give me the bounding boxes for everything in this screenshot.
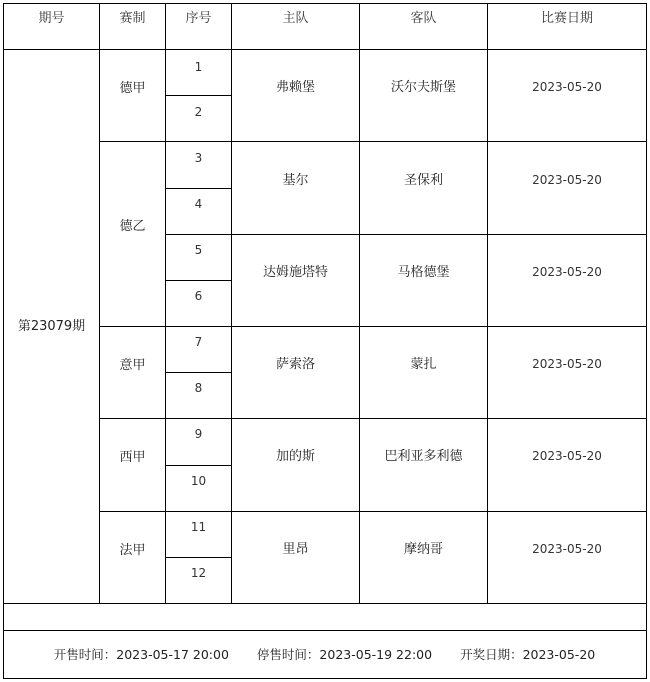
header-date: 比赛日期 <box>540 10 593 26</box>
header-league: 赛制 <box>119 10 146 26</box>
home-team: 基尔 <box>282 172 309 188</box>
issue-value: 第23079期 <box>17 319 86 334</box>
away-team: 沃尔夫斯堡 <box>390 79 456 95</box>
draw-date-info <box>460 645 595 663</box>
match-date: 2023-05-20 <box>532 265 602 279</box>
seq-number: 7 <box>194 335 203 349</box>
seq-divider-5 <box>165 465 232 466</box>
seq-number: 12 <box>190 566 207 580</box>
sale-stop-label: 停售时间： <box>256 647 320 662</box>
draw-date-value: 2023-05-20 <box>522 647 596 662</box>
header-home: 主队 <box>282 10 309 26</box>
away-team: 马格德堡 <box>397 264 450 280</box>
group-divider-2 <box>165 234 647 235</box>
away-team: 摩纳哥 <box>403 541 443 557</box>
seq-divider-3 <box>165 280 232 281</box>
header-seq: 序号 <box>185 10 212 26</box>
seq-number: 4 <box>194 197 203 211</box>
seq-divider-6 <box>165 557 232 558</box>
seq-divider-4 <box>165 372 232 373</box>
away-team: 圣保利 <box>403 172 443 188</box>
blank-row <box>4 604 646 630</box>
seq-number: 8 <box>194 381 203 395</box>
group-divider-3 <box>99 326 647 327</box>
league-cell: 德乙 <box>119 218 146 234</box>
seq-number: 5 <box>194 243 203 257</box>
seq-divider-2 <box>165 188 232 189</box>
sale-start-info <box>54 645 229 663</box>
seq-number: 1 <box>194 60 203 74</box>
header-away: 客队 <box>410 10 437 26</box>
seq-number: 10 <box>190 474 207 488</box>
seq-number: 2 <box>194 105 203 119</box>
league-cell: 法甲 <box>119 542 146 558</box>
seq-number: 9 <box>194 427 203 441</box>
away-team: 巴利亚多利德 <box>384 448 463 464</box>
header-issue: 期号 <box>38 10 65 26</box>
league-cell: 德甲 <box>119 80 146 96</box>
league-cell: 意甲 <box>119 357 146 373</box>
sale-stop-value: 2023-05-19 22:00 <box>319 647 433 662</box>
group-divider-1 <box>99 141 647 142</box>
league-cell: 西甲 <box>119 449 146 465</box>
sale-stop-info <box>257 645 432 663</box>
seq-number: 11 <box>190 520 207 534</box>
sale-start-value: 2023-05-17 20:00 <box>116 647 229 662</box>
match-date: 2023-05-20 <box>532 173 602 187</box>
home-team: 里昂 <box>282 541 309 557</box>
home-team: 弗赖堡 <box>275 79 315 95</box>
match-date: 2023-05-20 <box>532 542 602 556</box>
group-divider-4 <box>99 418 647 419</box>
draw-date-label: 开奖日期： <box>460 647 523 662</box>
seq-number: 3 <box>194 151 203 165</box>
seq-number: 6 <box>194 289 203 303</box>
table-border-right <box>646 3 647 679</box>
group-divider-5 <box>99 511 647 512</box>
table-border-bottom <box>3 678 647 679</box>
away-team: 蒙扎 <box>410 356 437 372</box>
match-date: 2023-05-20 <box>532 357 602 371</box>
seq-divider-1 <box>165 95 232 96</box>
match-date: 2023-05-20 <box>532 80 602 94</box>
match-date: 2023-05-20 <box>532 449 602 463</box>
sale-info-footer <box>3 630 646 678</box>
sale-start-label: 开售时间： <box>53 647 117 662</box>
home-team: 加的斯 <box>275 448 315 464</box>
home-team: 萨索洛 <box>275 356 315 372</box>
home-team: 达姆施塔特 <box>262 264 328 280</box>
